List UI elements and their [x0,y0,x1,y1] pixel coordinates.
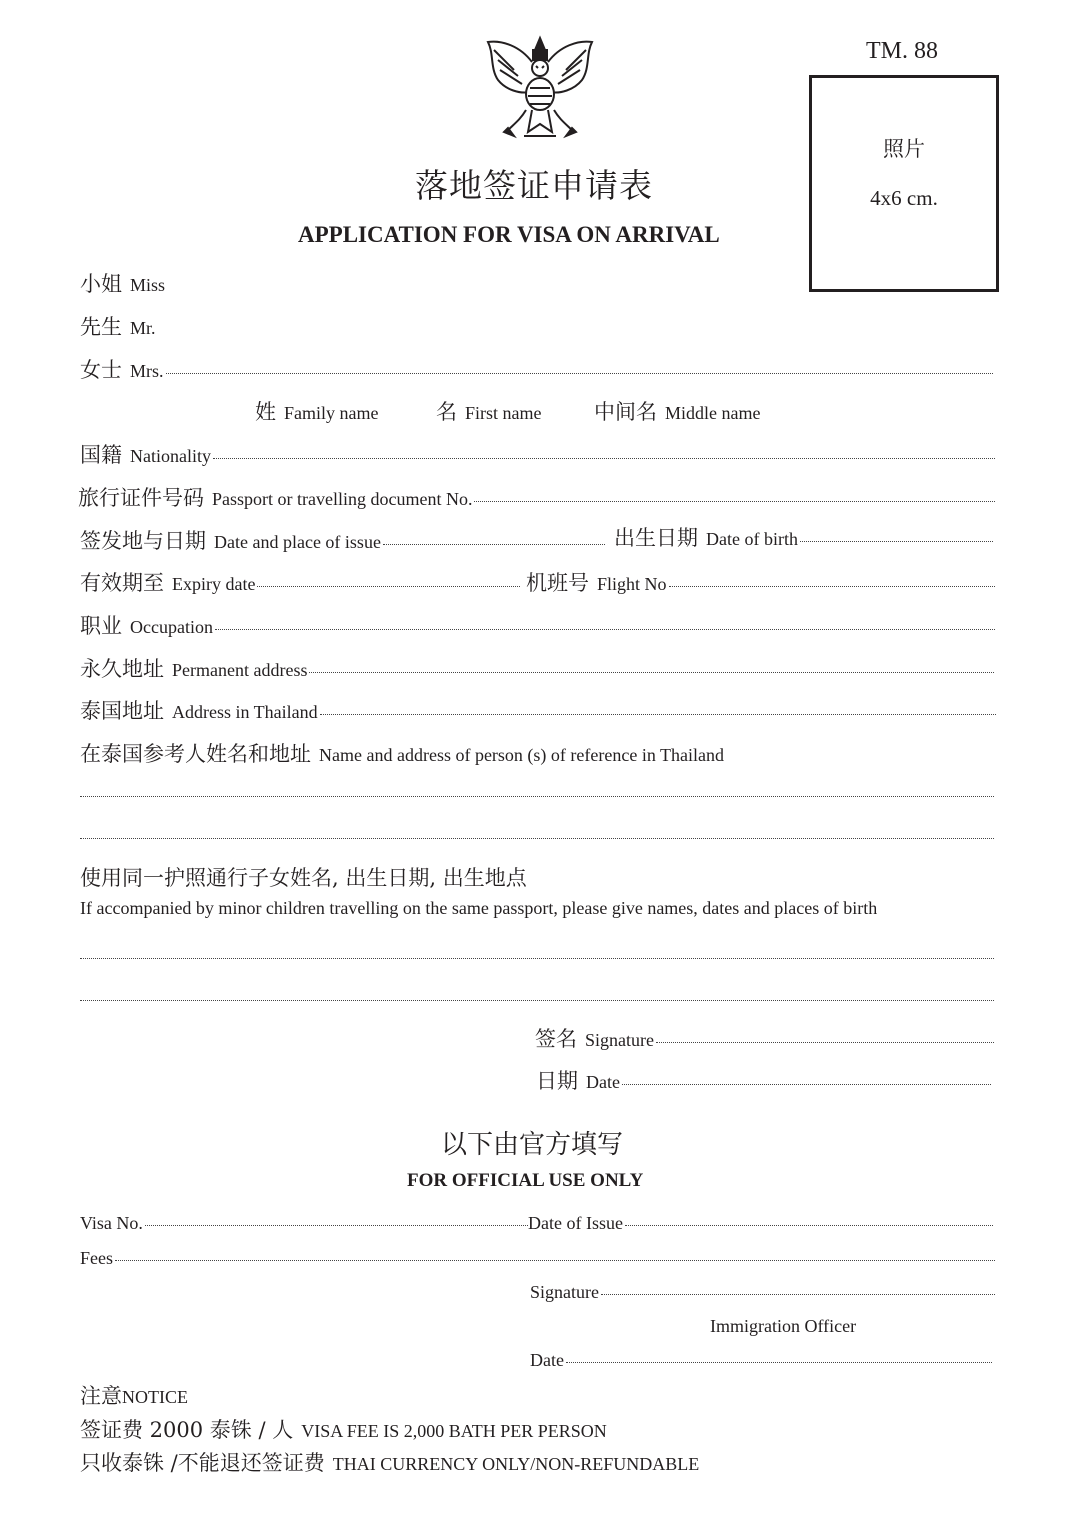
fill-line [474,501,995,502]
thai-address-en: Address in Thailand [172,702,318,722]
signature-field[interactable] [535,1023,994,1053]
family-name-en: Family name [284,403,379,423]
immigration-officer-label: Immigration Officer [710,1316,857,1336]
salutation-zh: 女士 [80,358,122,382]
fill-line [309,672,994,673]
minors-zh: 使用同一护照通行子女姓名, 出生日期, 出生地点 [80,866,527,890]
fill-line [145,1225,528,1226]
notice-heading [80,1380,188,1410]
birth-zh: 出生日期 [614,526,698,550]
occupation-en: Occupation [130,617,213,637]
date-of-issue-label: Date of Issue [528,1213,623,1233]
reference-en: Name and address of person (s) of reference in Thailand [319,745,724,765]
passport-field[interactable] [78,482,995,512]
fill-line [213,458,995,459]
reference-label [80,738,724,768]
date-en: Date [586,1072,620,1092]
visa-no-field[interactable] [80,1213,993,1234]
officer-signature-field[interactable] [530,1282,995,1303]
family-name-zh: 姓 [255,400,276,424]
officer-date-field[interactable] [530,1350,992,1371]
occupation-field[interactable] [80,610,995,640]
salutation-zh: 小姐 [80,272,122,296]
minors-line-2[interactable] [80,1000,994,1001]
permanent-zh: 永久地址 [80,657,164,681]
fill-line [257,586,520,587]
fill-line [625,1225,993,1226]
fill-line [566,1362,992,1363]
title-en: APPLICATION FOR VISA ON ARRIVAL [298,222,720,247]
photo-label-zh: 照片 [883,137,925,161]
official-title-en: FOR OFFICIAL USE ONLY [407,1170,644,1191]
name-field[interactable] [80,354,993,384]
middle-name-en: Middle name [665,403,761,423]
notice-line-1 [80,1414,607,1444]
first-name-label [436,396,542,426]
officer-date-label: Date [530,1350,564,1370]
fill-line [800,541,993,542]
issue-zh: 签发地与日期 [80,529,206,553]
expiry-en: Expiry date [172,574,256,594]
photo-box [809,75,999,292]
fill-line [656,1042,994,1043]
date-field[interactable] [536,1065,991,1095]
notice-line-1-zh: 签证费 2000 泰铢 / 人 [80,1418,294,1442]
salutation-miss[interactable] [80,268,165,298]
nationality-field[interactable] [80,439,995,469]
visa-no-label: Visa No. [80,1213,143,1233]
fill-line [622,1084,991,1085]
flight-zh: 机班号 [526,571,589,595]
fill-line [115,1260,995,1261]
issue-en: Date and place of issue [214,532,381,552]
salutation-mr[interactable] [80,311,156,341]
notice-line-2 [80,1447,699,1477]
official-title-zh: 以下由官方填写 [441,1130,624,1160]
fill-line [320,714,996,715]
date-zh: 日期 [536,1069,578,1093]
fill-line [669,586,995,587]
notice-line-1-en: VISA FEE IS 2,000 BATH PER PERSON [301,1421,607,1441]
thai-address-zh: 泰国地址 [80,699,164,723]
middle-name-label [594,396,760,426]
passport-zh: 旅行证件号码 [78,486,204,510]
nationality-en: Nationality [130,446,211,466]
officer-signature-label: Signature [530,1282,599,1302]
passport-en: Passport or travelling document No. [212,489,473,509]
flight-en: Flight No [597,574,667,594]
fill-line [166,373,993,374]
photo-size: 4x6 cm. [870,186,938,210]
flight-field[interactable] [526,567,995,597]
first-name-en: First name [465,403,542,423]
issue-field[interactable] [80,525,605,555]
salutation-en: Mr. [130,318,156,338]
birth-en: Date of birth [706,529,798,549]
form-code: TM. 88 [866,38,938,64]
family-name-label [255,396,378,426]
signature-zh: 签名 [535,1027,577,1051]
middle-name-zh: 中间名 [594,400,657,424]
expiry-zh: 有效期至 [80,571,164,595]
permanent-en: Permanent address [172,660,308,680]
nationality-zh: 国籍 [80,443,122,467]
salutation-en: Mrs. [130,361,164,381]
notice-line-2-zh: 只收泰铢 /不能退还签证费 [80,1451,325,1475]
notice-heading-zh: 注意 [80,1384,122,1408]
minors-line-1[interactable] [80,958,994,959]
reference-line-1[interactable] [80,796,994,797]
expiry-field[interactable] [80,567,520,597]
garuda-emblem-icon [480,32,600,144]
fill-line [215,629,995,630]
fill-line [383,544,605,545]
reference-zh: 在泰国参考人姓名和地址 [80,742,311,766]
notice-heading-en: NOTICE [122,1387,188,1407]
salutation-en: Miss [130,275,166,295]
notice-line-2-en: THAI CURRENCY ONLY/NON-REFUNDABLE [332,1454,700,1474]
first-name-zh: 名 [436,400,457,424]
signature-en: Signature [585,1030,654,1050]
thai-address-field[interactable] [80,695,996,725]
fees-field[interactable] [80,1248,995,1269]
fill-line [601,1294,995,1295]
birth-field[interactable] [614,522,993,552]
occupation-zh: 职业 [80,614,122,638]
title-zh: 落地签证申请表 [415,166,653,205]
fees-label: Fees [80,1248,113,1268]
salutation-zh: 先生 [80,315,122,339]
permanent-address-field[interactable] [80,653,994,683]
reference-line-2[interactable] [80,838,994,839]
minors-en: If accompanied by minor children travelling on the same passport, please give names, dates and places of birth [80,898,878,918]
